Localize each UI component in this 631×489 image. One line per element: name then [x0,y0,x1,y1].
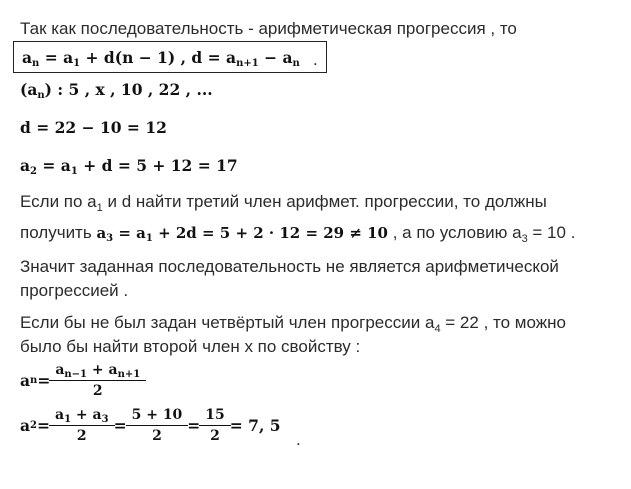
paragraph-property-1: Если бы не был задан четвёртый член прогрессии $a_4 = 22$ , то можно [20,313,566,335]
final-computation: a 2 = $\frac{a_1 + a_3}{2}$ = $\frac{5 + 10}{2}$ = $\frac{15}{2}$ = 7, 5 [20,407,281,444]
final-period: . [296,430,301,449]
mean-property-formula: a n = $\frac{a_{n-1} + a_{n+1}}{2}$ [20,362,145,399]
sequence-line: $(a_n)$ : 5 , x , 10 , 22 , ... [20,80,213,101]
difference-line: d = 22 − 10 = 12 [20,118,167,137]
paragraph-third-term: Если по $a_1$ и d найти третий член арифмет. прогрессии, то должны [20,192,547,214]
paragraph-expected-value: получить $a_3 = a_1 + 2d = 5 + 2 \cdot 12 = 29 \ne 10$ , а по условию $a_3 = 10$ . [20,223,576,245]
paragraph-conclusion-1: Значит заданная последовательность не является арифметической [20,257,559,276]
box-period: . [313,50,318,69]
second-term-line: $a_2 = a_1 + d = 5 + 12 = 17$ [20,156,238,177]
paragraph-property-2: было бы найти второй член x по свойству : [20,337,361,356]
fraction-a1-a3: $\frac{a_1 + a_3}{2}$ [52,407,112,444]
intro-line: Так как последовательность - арифметическая прогрессия , то [20,19,517,38]
mean-fraction: $\frac{a_{n-1} + a_{n+1}}{2}$ [52,362,143,399]
fraction-15-over-2: $\frac{15}{2}$ [202,407,227,444]
general-term-formula: $a_n = a_1 + d(n - 1)$ , $d = a_{n+1} - a_n$ [22,48,300,69]
fraction-5-plus-10: $\frac{5 + 10}{2}$ [129,407,186,444]
paragraph-conclusion-2: прогрессией . [20,281,129,300]
